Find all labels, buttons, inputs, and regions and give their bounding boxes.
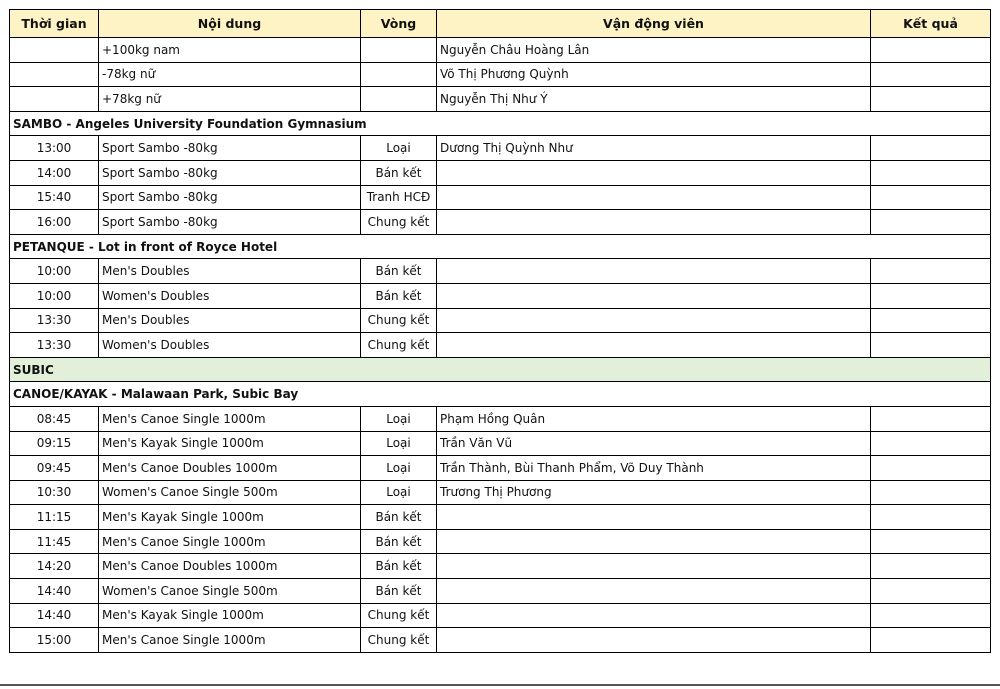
cell-result bbox=[871, 628, 991, 653]
cell-round: Chung kết bbox=[361, 603, 437, 628]
table-row bbox=[10, 603, 991, 628]
table-row bbox=[10, 628, 991, 653]
cell-time: 10:30 bbox=[10, 480, 99, 505]
cell-time: 08:45 bbox=[10, 406, 99, 431]
cell-content: Men's Doubles bbox=[99, 308, 361, 333]
table-row bbox=[10, 160, 991, 185]
cell-round: Loại bbox=[361, 136, 437, 161]
cell-content: +78kg nữ bbox=[99, 87, 361, 112]
cell-content: Women's Doubles bbox=[99, 283, 361, 308]
cell-round bbox=[361, 87, 437, 112]
header-row bbox=[10, 10, 991, 38]
cell-round: Bán kết bbox=[361, 283, 437, 308]
section-title: SUBIC bbox=[10, 357, 991, 382]
header-round: Vòng bbox=[361, 10, 437, 38]
cell-content: Men's Canoe Doubles 1000m bbox=[99, 456, 361, 481]
table-row bbox=[10, 283, 991, 308]
cell-result bbox=[871, 554, 991, 579]
cell-content: Men's Doubles bbox=[99, 259, 361, 284]
cell-time: 14:40 bbox=[10, 579, 99, 604]
cell-round: Chung kết bbox=[361, 628, 437, 653]
cell-time: 16:00 bbox=[10, 210, 99, 235]
cell-result bbox=[871, 308, 991, 333]
section-row bbox=[10, 382, 991, 407]
cell-round: Loại bbox=[361, 480, 437, 505]
cell-athletes bbox=[437, 185, 871, 210]
cell-result bbox=[871, 210, 991, 235]
cell-result bbox=[871, 62, 991, 87]
cell-content: Men's Canoe Doubles 1000m bbox=[99, 554, 361, 579]
cell-athletes bbox=[437, 554, 871, 579]
section-row bbox=[10, 111, 991, 136]
cell-content: Women's Canoe Single 500m bbox=[99, 480, 361, 505]
table-row bbox=[10, 308, 991, 333]
cell-time: 14:20 bbox=[10, 554, 99, 579]
cell-athletes bbox=[437, 283, 871, 308]
cell-athletes bbox=[437, 160, 871, 185]
header-result: Kết quả bbox=[871, 10, 991, 38]
bottom-divider bbox=[0, 684, 1000, 686]
cell-athletes bbox=[437, 210, 871, 235]
cell-round: Bán kết bbox=[361, 529, 437, 554]
cell-content: Men's Kayak Single 1000m bbox=[99, 431, 361, 456]
cell-result bbox=[871, 259, 991, 284]
section-row bbox=[10, 357, 991, 382]
cell-time: 11:15 bbox=[10, 505, 99, 530]
cell-round: Bán kết bbox=[361, 259, 437, 284]
cell-time: 15:00 bbox=[10, 628, 99, 653]
cell-result bbox=[871, 579, 991, 604]
cell-result bbox=[871, 333, 991, 358]
cell-time bbox=[10, 87, 99, 112]
cell-athletes bbox=[437, 579, 871, 604]
cell-content: Men's Canoe Single 1000m bbox=[99, 406, 361, 431]
table-row bbox=[10, 554, 991, 579]
cell-content: Men's Kayak Single 1000m bbox=[99, 603, 361, 628]
cell-time: 14:00 bbox=[10, 160, 99, 185]
table-row bbox=[10, 431, 991, 456]
header-time: Thời gian bbox=[10, 10, 99, 38]
table-row bbox=[10, 259, 991, 284]
table-row bbox=[10, 62, 991, 87]
table-row bbox=[10, 480, 991, 505]
cell-athletes: Trần Thành, Bùi Thanh Phẩm, Võ Duy Thành bbox=[437, 456, 871, 481]
cell-result bbox=[871, 38, 991, 63]
cell-content: Sport Sambo -80kg bbox=[99, 136, 361, 161]
header-content: Nội dung bbox=[99, 10, 361, 38]
table-row bbox=[10, 529, 991, 554]
table-row bbox=[10, 456, 991, 481]
cell-athletes: Trần Văn Vũ bbox=[437, 431, 871, 456]
cell-athletes bbox=[437, 603, 871, 628]
cell-round: Tranh HCĐ bbox=[361, 185, 437, 210]
cell-round: Chung kết bbox=[361, 308, 437, 333]
cell-result bbox=[871, 480, 991, 505]
cell-content: Men's Canoe Single 1000m bbox=[99, 628, 361, 653]
cell-athletes: Trương Thị Phương bbox=[437, 480, 871, 505]
table-row bbox=[10, 505, 991, 530]
cell-athletes bbox=[437, 529, 871, 554]
cell-content: Sport Sambo -80kg bbox=[99, 210, 361, 235]
cell-time: 13:00 bbox=[10, 136, 99, 161]
table-row bbox=[10, 87, 991, 112]
cell-athletes: Dương Thị Quỳnh Như bbox=[437, 136, 871, 161]
cell-result bbox=[871, 136, 991, 161]
section-row bbox=[10, 234, 991, 259]
cell-round: Loại bbox=[361, 431, 437, 456]
cell-athletes bbox=[437, 308, 871, 333]
cell-round: Chung kết bbox=[361, 210, 437, 235]
table-row bbox=[10, 185, 991, 210]
cell-result bbox=[871, 283, 991, 308]
cell-athletes bbox=[437, 628, 871, 653]
cell-result bbox=[871, 505, 991, 530]
cell-result bbox=[871, 406, 991, 431]
cell-athletes: Nguyễn Thị Như Ý bbox=[437, 87, 871, 112]
cell-round: Chung kết bbox=[361, 333, 437, 358]
cell-result bbox=[871, 431, 991, 456]
cell-athletes: Nguyễn Châu Hoàng Lân bbox=[437, 38, 871, 63]
cell-athletes bbox=[437, 333, 871, 358]
table-row bbox=[10, 38, 991, 63]
schedule-table bbox=[9, 9, 991, 653]
cell-content: Women's Canoe Single 500m bbox=[99, 579, 361, 604]
cell-time: 10:00 bbox=[10, 283, 99, 308]
cell-round bbox=[361, 62, 437, 87]
cell-time: 10:00 bbox=[10, 259, 99, 284]
table-row bbox=[10, 210, 991, 235]
cell-round: Bán kết bbox=[361, 579, 437, 604]
cell-time bbox=[10, 62, 99, 87]
cell-round bbox=[361, 38, 437, 63]
cell-time: 15:40 bbox=[10, 185, 99, 210]
table-row bbox=[10, 333, 991, 358]
cell-result bbox=[871, 603, 991, 628]
cell-result bbox=[871, 87, 991, 112]
cell-result bbox=[871, 456, 991, 481]
cell-content: Men's Kayak Single 1000m bbox=[99, 505, 361, 530]
cell-content: +100kg nam bbox=[99, 38, 361, 63]
cell-round: Bán kết bbox=[361, 554, 437, 579]
schedule-body bbox=[10, 38, 991, 653]
cell-content: Sport Sambo -80kg bbox=[99, 185, 361, 210]
cell-athletes bbox=[437, 259, 871, 284]
cell-round: Loại bbox=[361, 406, 437, 431]
cell-time: 13:30 bbox=[10, 333, 99, 358]
cell-round: Bán kết bbox=[361, 160, 437, 185]
section-title: SAMBO - Angeles University Foundation Gymnasium bbox=[10, 111, 991, 136]
table-row bbox=[10, 406, 991, 431]
cell-result bbox=[871, 529, 991, 554]
table-row bbox=[10, 136, 991, 161]
cell-athletes: Võ Thị Phương Quỳnh bbox=[437, 62, 871, 87]
cell-time bbox=[10, 38, 99, 63]
cell-content: Sport Sambo -80kg bbox=[99, 160, 361, 185]
cell-result bbox=[871, 160, 991, 185]
section-title: CANOE/KAYAK - Malawaan Park, Subic Bay bbox=[10, 382, 991, 407]
cell-result bbox=[871, 185, 991, 210]
cell-content: Men's Canoe Single 1000m bbox=[99, 529, 361, 554]
cell-time: 14:40 bbox=[10, 603, 99, 628]
cell-time: 09:45 bbox=[10, 456, 99, 481]
cell-time: 13:30 bbox=[10, 308, 99, 333]
cell-content: Women's Doubles bbox=[99, 333, 361, 358]
cell-time: 11:45 bbox=[10, 529, 99, 554]
table-row bbox=[10, 579, 991, 604]
cell-round: Loại bbox=[361, 456, 437, 481]
cell-round: Bán kết bbox=[361, 505, 437, 530]
cell-athletes: Phạm Hồng Quân bbox=[437, 406, 871, 431]
cell-athletes bbox=[437, 505, 871, 530]
cell-time: 09:15 bbox=[10, 431, 99, 456]
cell-content: -78kg nữ bbox=[99, 62, 361, 87]
header-athletes: Vận động viên bbox=[437, 10, 871, 38]
section-title: PETANQUE - Lot in front of Royce Hotel bbox=[10, 234, 991, 259]
